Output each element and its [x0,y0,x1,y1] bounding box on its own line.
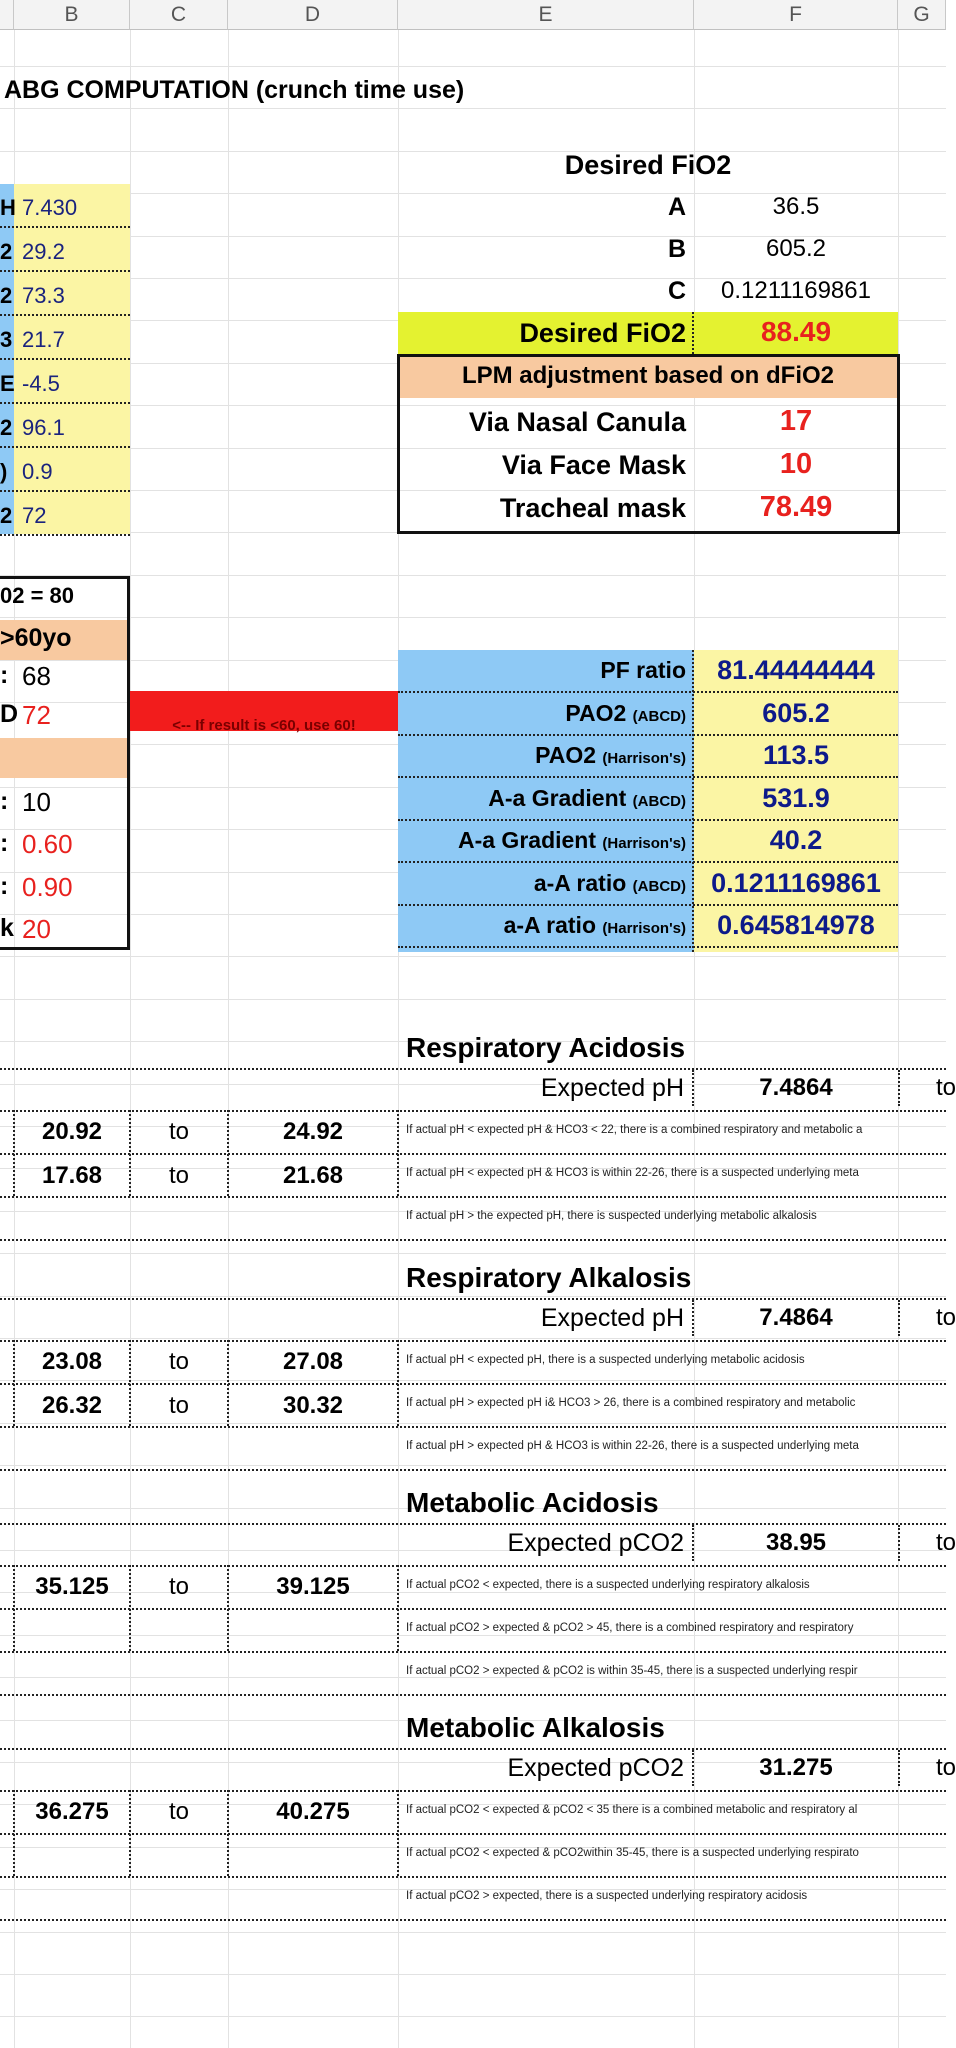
section-title[interactable]: Metabolic Acidosis [406,1487,659,1518]
range-to-label: to [168,1118,189,1145]
grid-row-line [0,1974,946,1975]
row-divider [0,1068,946,1070]
ratio-label-text: A-a Gradient [457,827,597,853]
row-divider [0,1919,946,1921]
column-header-g[interactable]: G [898,0,946,30]
interpretation-note: If actual pH > expected pH i& HCO3 > 26, there is a combined respiratory and metabolic [406,1397,856,1409]
cell-divider [692,1525,694,1561]
interpretation-note: If actual pCO2 > expected & pCO2 is within 35-45, there is a suspected underlying respir [406,1665,858,1677]
row-divider [0,1694,946,1696]
left-input-label: 2 [0,239,13,264]
cell-divider [129,1565,131,1651]
left-input-label: 2 [0,283,13,308]
row-divider [0,1340,946,1342]
left-box-line2[interactable]: >60yo [0,624,72,652]
column-header-d[interactable]: D [228,0,398,30]
row-divider [0,1608,946,1610]
cell-divider [227,1790,229,1876]
expected-value[interactable]: 7.4864 [759,1304,833,1331]
grid-row-line [0,2016,946,2017]
expected-range-to: to [936,1529,956,1556]
ratio-label-source: (ABCD) [632,792,686,810]
cell-divider [397,1340,399,1426]
left-input-value[interactable]: 29.2 [22,239,65,264]
left-input-label: E [0,371,15,396]
range-to-label: to [168,1392,189,1419]
cell-divider [129,1790,131,1876]
grid-row-line [0,66,946,67]
interpretation-note: If actual pCO2 > expected & pCO2 > 45, there is a combined respiratory and respiratory [406,1622,854,1634]
row-divider [0,490,130,492]
grid-row-line [0,1932,946,1933]
expected-value[interactable]: 7.4864 [759,1074,833,1101]
left-box-line1[interactable]: 02 = 80 [0,583,75,608]
fio2-row-b-label[interactable]: B [667,235,686,263]
ratio-label-text: a-A ratio [503,912,597,938]
row-divider [0,1790,946,1792]
cell-divider [13,1110,15,1196]
interpretation-note: If actual pH < expected pH & HCO3 is within 22-26, there is a suspected underlying meta [406,1167,859,1179]
left-box-row-b-label: D [0,700,19,728]
left-box-row-f-value[interactable]: 20 [22,914,51,944]
left-box-row-f-label: k [0,914,14,942]
grid-row-line [0,108,946,109]
row-divider [0,402,130,404]
ratio-label [398,742,686,769]
ratio-value[interactable]: 605.2 [762,697,830,728]
range-from[interactable]: 23.08 [41,1348,103,1375]
lpm-nasal-canula-value[interactable]: 17 [779,405,813,437]
sheet-title[interactable]: ABG COMPUTATION (crunch time use) [4,76,465,104]
cell-divider [898,1750,900,1786]
row-divider [0,1565,946,1567]
lpm-header[interactable]: LPM adjustment based on dFiO2 [461,362,835,389]
range-to-label: to [168,1573,189,1600]
left-box-row-d-value[interactable]: 0.60 [22,829,73,859]
cell-divider [129,1110,131,1196]
range-from[interactable]: 36.275 [35,1798,109,1825]
range-from[interactable]: 26.32 [41,1392,103,1419]
interpretation-note: If actual pH > expected pH & HCO3 is within 22-26, there is a suspected underlying meta [406,1440,859,1452]
ratio-label [398,657,686,684]
grid-row-line [0,1423,946,1424]
cell-divider [692,650,694,952]
left-box-row-e-label: : [0,872,9,900]
grid-column-line [228,30,229,2048]
left-input-value[interactable]: 73.3 [22,283,65,308]
cell-divider [397,1565,399,1651]
left-input-value[interactable]: 0.9 [22,459,53,484]
row-divider [0,1298,946,1300]
row-divider [0,1748,946,1750]
cell-divider [692,1300,694,1336]
lpm-tracheal-mask-label[interactable]: Tracheal mask [499,493,686,523]
row-divider [0,446,130,448]
row-divider [0,270,130,272]
lpm-nasal-canula-label[interactable]: Via Nasal Canula [468,407,686,437]
lpm-face-mask-value[interactable]: 10 [779,448,813,480]
interpretation-note: If actual pCO2 < expected & pCO2within 35-45, there is a suspected underlying respirato [406,1847,859,1859]
row-divider [0,1876,946,1878]
grid-column-line [898,30,899,2048]
result-note[interactable]: <-- If result is <60, use 60! [172,717,356,734]
cell-divider [13,1790,15,1876]
grid-row-line [0,1338,946,1339]
ratio-label [398,700,686,727]
column-header-c[interactable]: C [130,0,228,30]
cell-divider [227,1340,229,1426]
grid-row-line [0,999,946,1000]
left-input-label: 3 [0,327,13,352]
range-to-label: to [168,1162,189,1189]
ratio-label-source: (Harrison's) [602,750,686,767]
left-box-row-e-value[interactable]: 0.90 [22,872,73,902]
grid-row-line [0,1635,946,1636]
column-header-e[interactable]: E [398,0,694,30]
grid-row-line [0,1296,946,1297]
expected-label: Expected pCO2 [507,1754,684,1782]
expected-label: Expected pH [540,1304,684,1332]
cell-divider [692,1070,694,1106]
expected-label: Expected pH [540,1074,684,1102]
expected-value[interactable]: 38.95 [765,1529,827,1556]
row-divider [398,734,898,736]
row-divider [0,1833,946,1835]
grid-row-line [0,1677,946,1678]
cell-divider [13,1565,15,1651]
interpretation-note: If actual pCO2 > expected, there is a suspected underlying respiratory acidosis [406,1890,808,1902]
desired-fio2-header[interactable]: Desired FiO2 [564,150,732,180]
left-box-row-c-label: : [0,787,9,815]
ratio-value[interactable]: 531.9 [762,782,830,813]
grid-row-line [0,956,946,957]
cell-divider [898,1525,900,1561]
range-to-label: to [168,1798,189,1825]
expected-range-to: to [936,1304,956,1331]
ratio-label-text: PAO2 [565,699,627,726]
grid-row-line [0,1253,946,1254]
row-divider [398,904,898,906]
fio2-row-a-label[interactable]: A [667,193,686,221]
grid-row-line [0,1380,946,1381]
range-end[interactable]: 39.125 [276,1573,350,1600]
cell-divider [898,1070,900,1106]
cell-divider [13,1340,15,1426]
left-input-value[interactable]: 96.1 [22,415,65,440]
cell-divider [397,1790,399,1876]
row-divider [0,358,130,360]
left-box-row-a-label: : [0,661,9,689]
range-end[interactable]: 40.275 [276,1798,350,1825]
row-divider [0,314,130,316]
row-divider [0,1239,946,1241]
desired-fio2-result-label[interactable]: Desired FiO2 [519,318,686,348]
left-box-row-a-value[interactable]: 68 [22,661,51,691]
ratio-value[interactable]: 0.1211169861 [711,867,881,898]
left-input-label: H [0,195,16,220]
row-divider [0,1110,946,1112]
grid-row-line [0,575,946,576]
ratio-value[interactable]: 0.645814978 [717,910,875,940]
interpretation-note: If actual pH < expected pH, there is a suspected underlying metabolic acidosis [406,1354,805,1366]
grid-row-line [0,1465,946,1466]
fio2-row-a-value[interactable]: 36.5 [772,193,820,220]
range-from[interactable]: 20.92 [41,1118,103,1145]
ratio-label-source: (Harrison's) [602,920,686,937]
column-header-a[interactable] [0,0,14,30]
ratio-value[interactable]: 40.2 [769,825,823,855]
left-input-value[interactable]: 21.7 [22,327,65,352]
row-divider [0,1469,946,1471]
ratio-label-text: a-A ratio [533,869,627,896]
fio2-row-c-label[interactable]: C [667,277,686,305]
ratio-label-text: PF ratio [600,657,686,683]
range-end[interactable]: 21.68 [282,1162,344,1189]
row-divider [0,1383,946,1385]
row-divider [0,1651,946,1653]
lpm-box-border [397,354,900,534]
left-input-label: 2 [0,503,13,528]
left-input-value[interactable]: -4.5 [22,371,60,396]
left-input-value[interactable]: 72 [22,503,47,528]
row-divider [0,226,130,228]
interpretation-note: If actual pCO2 < expected & pCO2 < 35 there is a combined metabolic and respiratory al [406,1804,858,1816]
left-box-row-d-label: : [0,829,9,857]
ratio-label-source: (ABCD) [632,877,686,895]
column-header-b[interactable]: B [14,0,130,30]
left-box-border [0,576,130,950]
expected-range-to: to [936,1074,956,1101]
ratio-label [398,827,686,854]
left-input-label: ) [0,459,8,484]
range-end[interactable]: 27.08 [282,1348,344,1375]
row-divider [0,1426,946,1428]
ratio-label-text: A-a Gradient [488,784,627,811]
cell-divider [692,1750,694,1786]
grid-column-line [130,30,131,2048]
row-divider [398,776,898,778]
cell-divider [129,1340,131,1426]
row-divider [398,946,898,948]
expected-value[interactable]: 31.275 [759,1754,833,1781]
ratio-label [398,912,686,939]
desired-fio2-result-value[interactable]: 88.49 [760,316,832,347]
ratio-label [398,785,686,812]
column-header-f[interactable]: F [694,0,898,30]
expected-range-to: to [936,1754,956,1781]
row-divider [0,534,130,536]
ratio-label-text: PAO2 [535,742,597,768]
lpm-tracheal-mask-value[interactable]: 78.49 [759,491,833,523]
row-divider [398,691,898,693]
ratio-value[interactable]: 81.44444444 [717,655,875,685]
left-input-value[interactable]: 7.430 [22,195,78,220]
range-from[interactable]: 35.125 [35,1573,109,1600]
left-input-label: 2 [0,415,13,440]
interpretation-note: If actual pCO2 < expected, there is a suspected underlying respiratory alkalosis [406,1579,810,1591]
row-divider [0,1523,946,1525]
row-divider [0,1196,946,1198]
left-box-row-c-value[interactable]: 10 [22,787,51,817]
interpretation-note: If actual pH < expected pH & HCO3 < 22, there is a combined respiratory and metabolic a [406,1124,863,1136]
range-end[interactable]: 30.32 [282,1392,344,1419]
interpretation-note: If actual pH > the expected pH, there is suspected underlying metabolic alkalosis [406,1210,817,1222]
expected-label: Expected pCO2 [507,1529,684,1557]
lpm-face-mask-label[interactable]: Via Face Mask [501,450,686,480]
section-title[interactable]: Respiratory Alkalosis [406,1262,692,1293]
left-box-row-b-value[interactable]: 72 [22,700,51,730]
ratio-label [398,870,686,897]
cell-divider [227,1110,229,1196]
cell-divider [227,1565,229,1651]
fio2-row-b-value[interactable]: 605.2 [765,235,827,262]
section-title[interactable]: Metabolic Alkalosis [406,1712,665,1743]
ratio-value[interactable]: 113.5 [762,740,830,770]
grid-row-line [0,617,946,618]
row-divider [398,819,898,821]
row-divider [398,861,898,863]
range-from[interactable]: 17.68 [41,1162,103,1189]
fio2-row-c-value[interactable]: 0.1211169861 [721,277,871,304]
ratio-label-source: (Harrison's) [602,835,686,852]
range-end[interactable]: 24.92 [282,1118,344,1145]
cell-divider [397,1110,399,1196]
cell-divider [898,1300,900,1336]
ratio-label-source: (ABCD) [632,707,686,725]
range-to-label: to [168,1348,189,1375]
section-title[interactable]: Respiratory Acidosis [406,1032,686,1063]
row-divider [0,1153,946,1155]
